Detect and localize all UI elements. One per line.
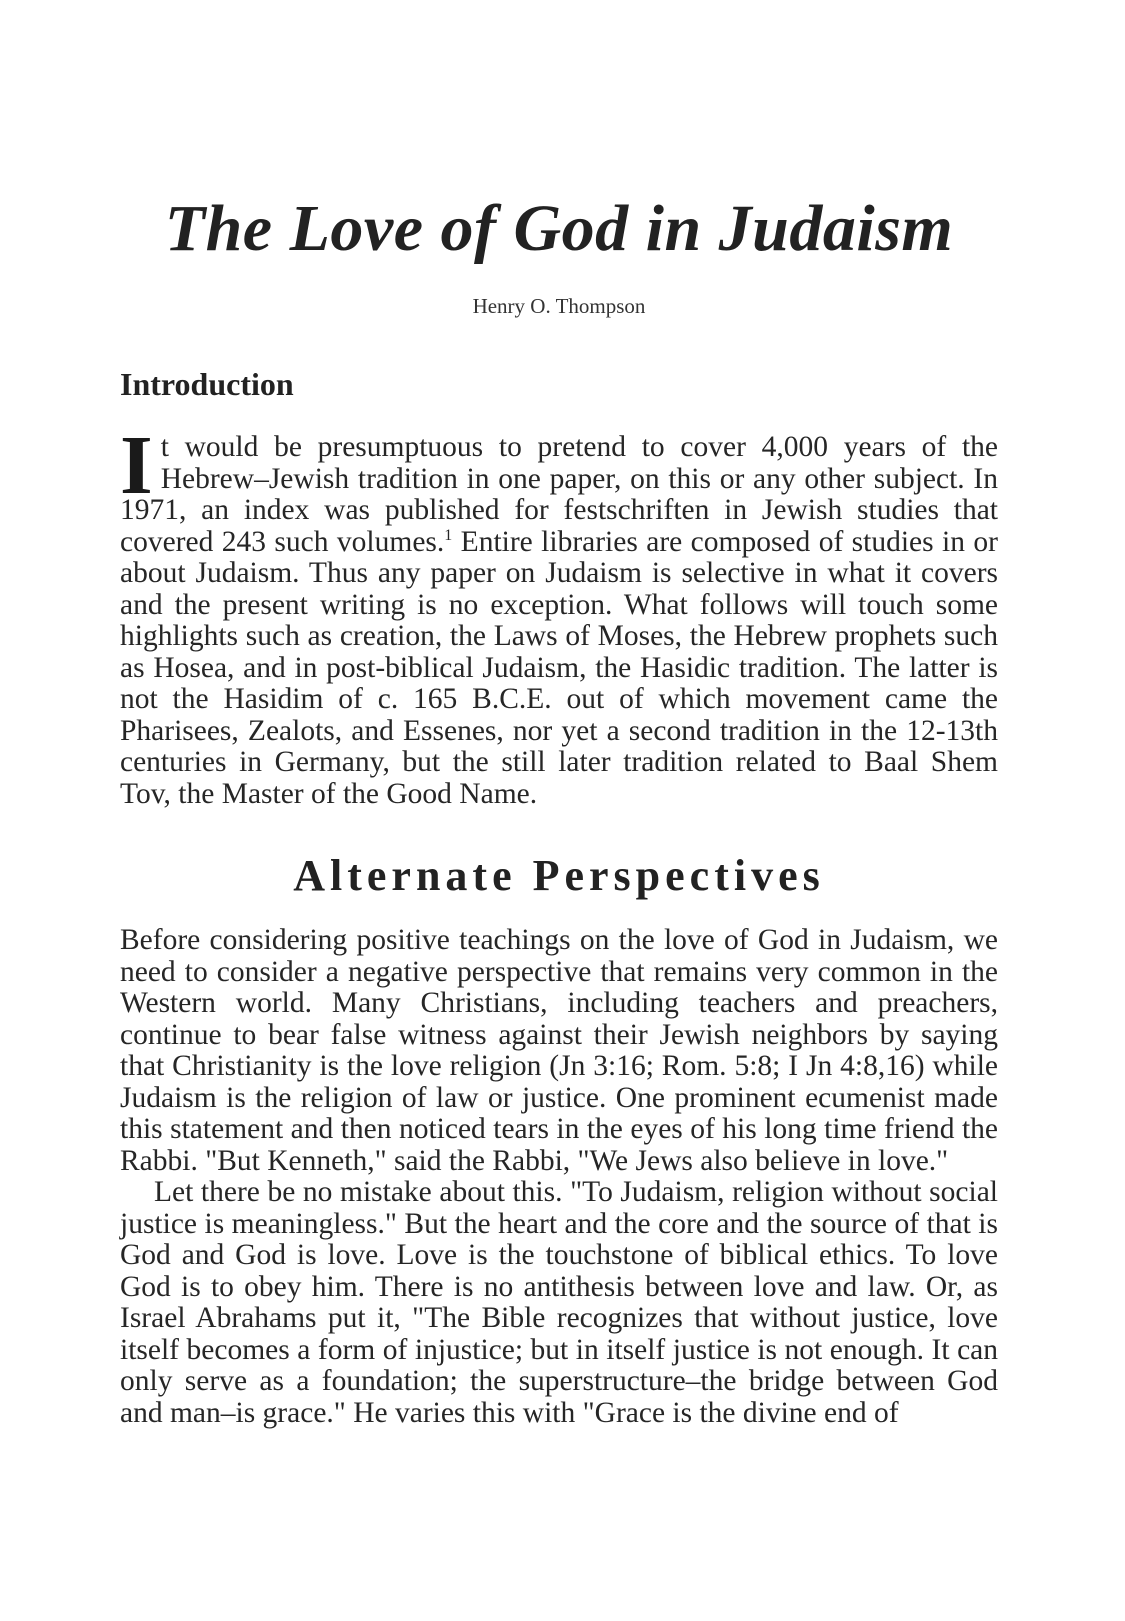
author-name: Henry O. Thompson xyxy=(472,294,646,318)
introduction-text-start: t would be presumptuous to pretend to cover 4,000 years of the Hebrew–Jewish tradition in one paper, on this or any other subject. In 1971, an index was published for festschriften in Jewish studies that covered 243 such volumes. xyxy=(120,431,998,558)
drop-cap: I xyxy=(120,419,153,512)
introduction-heading: Introduction xyxy=(120,366,294,402)
section-body xyxy=(120,925,998,1429)
section-paragraph-1: Before considering positive teachings on the love of God in Judaism, we need to consider a negative perspective that remains very common in the Western world. Many Christians, including teachers and preachers, continue to bear false witness against their Jewish neighbors by saying that Christianity is the love religion (Jn 3:16; Rom. 5:8; I Jn 4:8,16) while Judaism is the religion of law or justice. One prominent ecumenist made this statement and then noticed tears in the eyes of his long time friend the Rabbi. "But Kenneth," said the Rabbi, "We Jews also believe in love." xyxy=(120,924,998,1177)
introduction-text-rest: Entire libraries are composed of studies in or about Judaism. Thus any paper on Judaism is selective in what it covers and the present writing is no exception. What follows will touch some highlights such as creation, the Laws of Moses, the Hebrew prophets such as Hosea, and in post-biblical Judaism, the Hasidic tradition. The latter is not the Hasidim of c. 165 B.C.E. out of which movement came the Pharisees, Zealots, and Essenes, nor yet a second tradition in the 12-13th centuries in Germany, but the still later tradition related to Baal Shem Tov, the Master of the Good Name. xyxy=(120,525,998,810)
article-title: The Love of God in Judaism xyxy=(164,192,954,265)
section-paragraph-2: Let there be no mistake about this. "To Judaism, religion without social justice is meaningless." But the heart and the core and the source of that is God and God is love. Love is the touchstone of biblical ethics. To love God is to obey him. There is no antithesis between love and law. Or, as Israel Abrahams put it, "The Bible recognizes that without justice, love itself becomes a form of injustice; but in itself justice is not enough. It can only serve as a foundation; the superstructure–the bridge between God and man–is grace." He varies this with "Grace is the divine end of xyxy=(120,1176,998,1429)
section-heading: Alternate Perspectives xyxy=(293,851,825,900)
footnote-marker: 1 xyxy=(444,526,453,544)
introduction-paragraph xyxy=(120,419,998,810)
